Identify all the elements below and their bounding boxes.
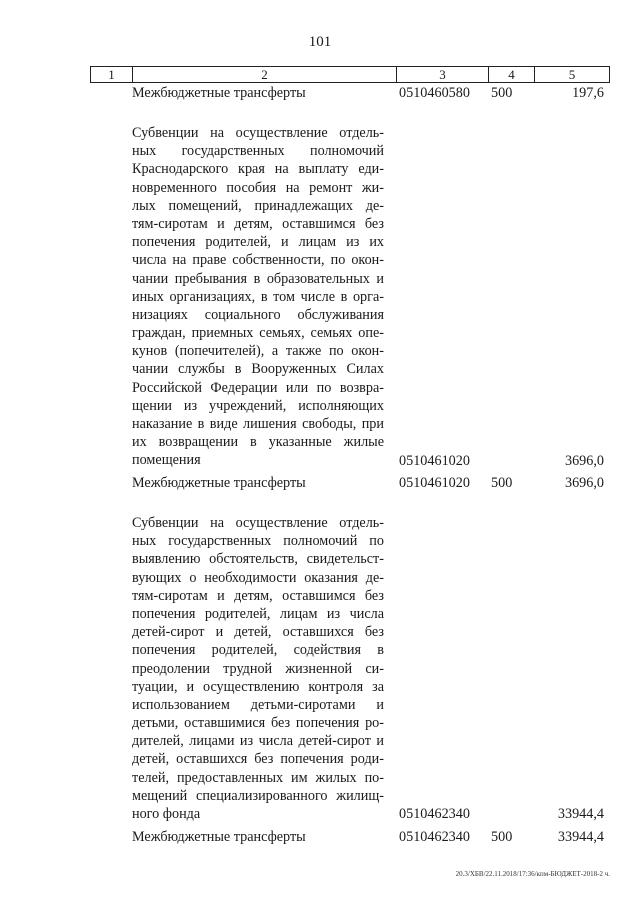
row-name-line: ных государственных полномочий bbox=[132, 143, 384, 160]
row-name-line: числа на праве собственности, по окон- bbox=[132, 252, 384, 269]
row-expense-type: 500 bbox=[491, 475, 513, 491]
row-name-line: щении из учреждений, исполняющих bbox=[132, 397, 384, 414]
row-name-line: Межбюджетные трансферты bbox=[132, 85, 306, 101]
row-name-line: Межбюджетные трансферты bbox=[132, 829, 306, 845]
page-number: 101 bbox=[308, 34, 332, 50]
row-name-line: чании службы в Вооруженных Силах bbox=[132, 361, 384, 378]
row-name-line: Российской Федерации или по возвра- bbox=[132, 379, 384, 396]
row-name-line: иных организациях, в том числе в орга- bbox=[132, 288, 384, 305]
row-name-line: низациях социального обслуживания bbox=[132, 306, 384, 323]
header-col-4: 4 bbox=[489, 67, 535, 82]
row-name-line: Субвенции на осуществление отдель- bbox=[132, 515, 384, 531]
row-name-line: Межбюджетные трансферты bbox=[132, 475, 306, 491]
row-name-line: граждан, приемных семьях, семьях опе- bbox=[132, 325, 384, 342]
row-target-code: 0510462340 bbox=[399, 829, 470, 845]
row-name-line: кунов (попечителей), а также по окон- bbox=[132, 343, 384, 360]
row-name-line: выявлению обстоятельств, свидетельст- bbox=[132, 551, 384, 568]
row-name-line: Краснодарского края на выплату еди- bbox=[132, 161, 384, 178]
row-name-line: попечения родителей, лицам из числа bbox=[132, 605, 384, 622]
row-name-line: помещения bbox=[132, 452, 201, 469]
row-name-line: детей, оставшихся без попечения роди- bbox=[132, 751, 384, 768]
row-name-line: их возвращении в указанные жилые bbox=[132, 434, 384, 451]
row-name-line: попечения родителей, содействия в bbox=[132, 642, 384, 659]
header-col-5: 5 bbox=[568, 67, 576, 82]
row-name bbox=[132, 474, 384, 492]
row-name bbox=[132, 84, 384, 102]
header-col-1: 1 bbox=[91, 67, 133, 82]
document-footer: 20.3/ХБВ/22.11.2018/17:36/кпм-БЮДЖЕТ-2018-2 ч. bbox=[455, 870, 610, 878]
row-name-line: туации, и осуществлению контроля за bbox=[132, 678, 384, 695]
row-target-code: 0510460580 bbox=[399, 85, 470, 101]
row-amount: 3696,0 bbox=[564, 452, 604, 469]
row-name-line: чании пребывания в образовательных и bbox=[132, 270, 384, 287]
row-expense-type: 500 bbox=[491, 85, 513, 101]
row-name bbox=[132, 828, 384, 846]
row-name-line: вующих о необходимости оказания де- bbox=[132, 569, 384, 586]
row-name-line: ного фонда bbox=[132, 806, 201, 822]
row-name-line: наказание в виде лишения свободы, при bbox=[132, 416, 384, 432]
row-target-code: 0510461020 bbox=[399, 475, 470, 491]
row-name bbox=[132, 514, 384, 823]
row-amount: 33944,4 bbox=[557, 806, 604, 823]
row-name bbox=[132, 124, 384, 470]
row-expense-type: 500 bbox=[491, 829, 513, 845]
header-col-3: 3 bbox=[397, 67, 489, 82]
row-target-code: 0510462340 bbox=[399, 806, 470, 823]
row-amount: 3696,0 bbox=[564, 475, 604, 491]
row-amount: 33944,4 bbox=[557, 829, 604, 845]
row-name-line: телей, предоставленных им жилых по- bbox=[132, 769, 384, 786]
row-name-line: тям-сиротам и детям, оставшимся без bbox=[132, 215, 384, 232]
row-name-line: новременного пособия на ремонт жи- bbox=[132, 179, 384, 196]
row-name-line: детей-сирот и детей, оставшихся без bbox=[132, 624, 384, 641]
header-col-2: 2 bbox=[133, 67, 397, 82]
row-name-line: лых помещений, принадлежащих де- bbox=[132, 197, 384, 214]
row-name-line: тям-сиротам и детям, оставшимся без bbox=[132, 587, 384, 604]
row-name-line: преодолении трудной жизненной си- bbox=[132, 660, 384, 677]
row-name-line: Субвенции на осуществление отдель- bbox=[132, 125, 384, 141]
row-amount: 197,6 bbox=[572, 85, 604, 101]
row-name-line: мещений специализированного жилищ- bbox=[132, 787, 384, 804]
row-name-line: детьми, оставшимися без попечения ро- bbox=[132, 715, 384, 732]
row-name-line: дителей, лицами из числа детей-сирот и bbox=[132, 733, 384, 750]
row-target-code: 0510461020 bbox=[399, 452, 470, 469]
row-name-line: ных государственных полномочий по bbox=[132, 533, 384, 550]
row-name-line: использованием детьми-сиротами и bbox=[132, 696, 384, 713]
row-name-line: попечения родителей, и лицам из их bbox=[132, 234, 384, 251]
